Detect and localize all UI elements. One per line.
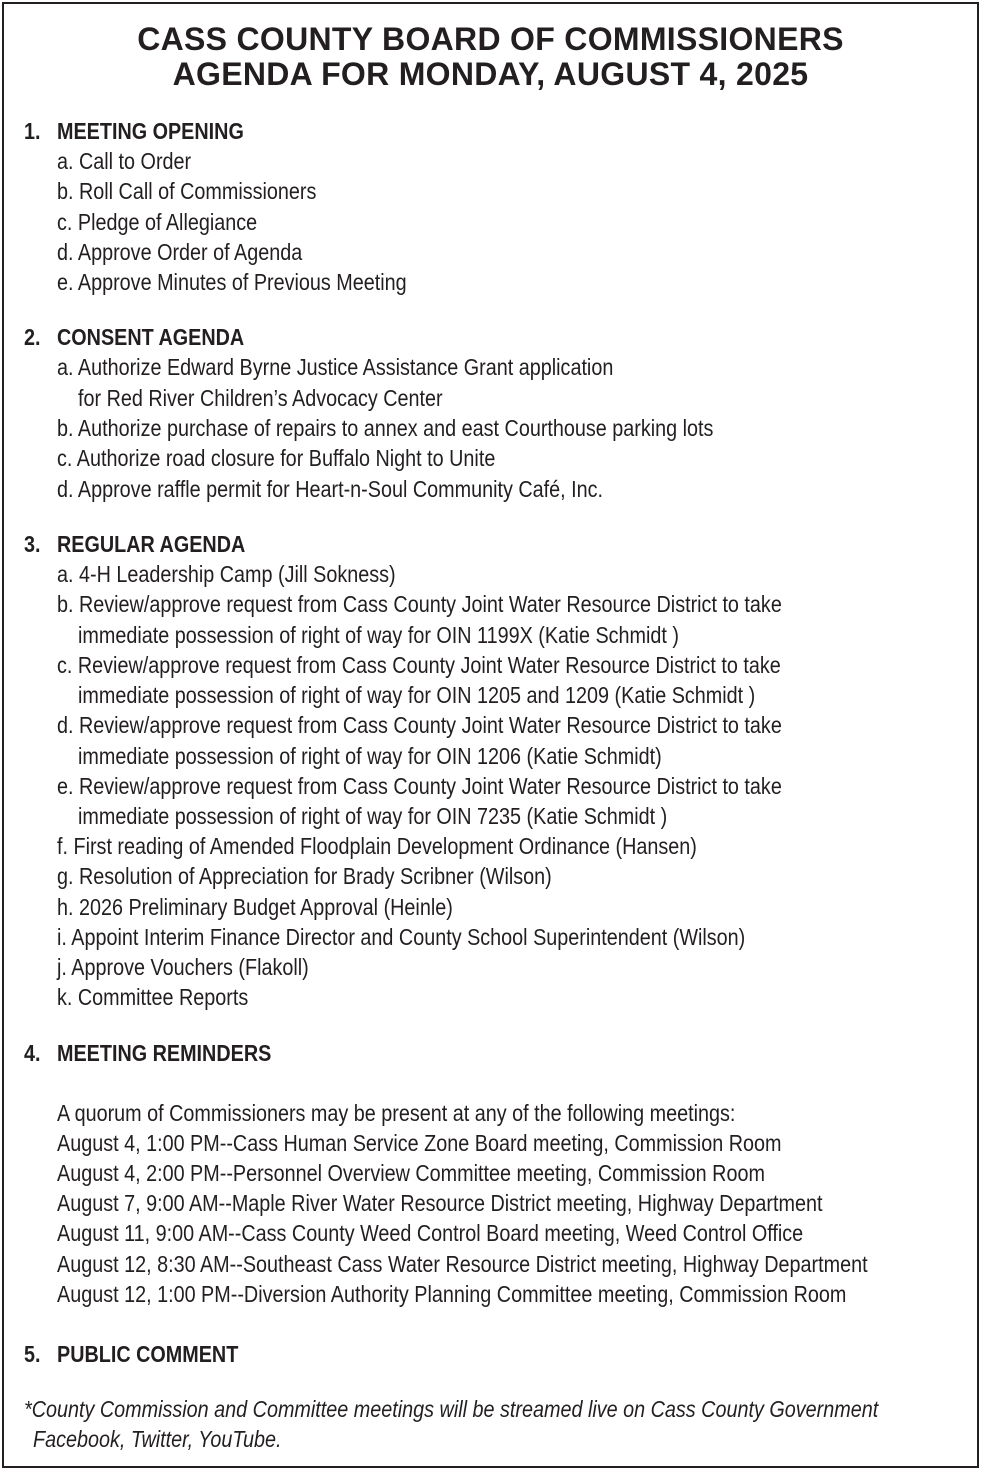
agenda-item: a. Call to Order	[57, 148, 192, 174]
reminder-item: August 12, 1:00 PM--Diversion Authority Planning Committee meeting, Commission Room	[57, 1281, 847, 1307]
footnote-line2: Facebook, Twitter, YouTube.	[33, 1426, 282, 1452]
agenda-item: e. Approve Minutes of Previous Meeting	[57, 269, 407, 295]
agenda-item: b. Review/approve request from Cass County Joint Water Resource District to take	[57, 591, 782, 617]
agenda-item: d. Review/approve request from Cass County Joint Water Resource District to take	[57, 712, 782, 738]
agenda-item: d. Approve Order of Agenda	[57, 239, 303, 265]
agenda-item: b. Roll Call of Commissioners	[57, 178, 317, 204]
section-number: 4.	[24, 1040, 41, 1066]
reminder-item: August 7, 9:00 AM--Maple River Water Resource District meeting, Highway Department	[57, 1190, 823, 1216]
footnote-line1: *County Commission and Committee meetings will be streamed live on Cass County Government	[24, 1396, 879, 1422]
section-number: 1.	[24, 118, 41, 144]
agenda-item: a. 4-H Leadership Camp (Jill Sokness)	[57, 561, 396, 587]
agenda-item: d. Approve raffle permit for Heart-n-Soul Community Café, Inc.	[57, 476, 604, 502]
page-title-line2: AGENDA FOR MONDAY, AUGUST 4, 2025	[172, 56, 809, 92]
section-heading: CONSENT AGENDA	[57, 324, 245, 350]
section-heading: PUBLIC COMMENT	[57, 1341, 239, 1367]
agenda-item: b. Authorize purchase of repairs to annex and east Courthouse parking lots	[57, 415, 714, 441]
section-number: 3.	[24, 531, 41, 557]
agenda-item: c. Authorize road closure for Buffalo Night to Unite	[57, 445, 496, 471]
agenda-item: a. Authorize Edward Byrne Justice Assistance Grant application	[57, 354, 614, 380]
agenda-item: c. Review/approve request from Cass County Joint Water Resource District to take	[57, 652, 781, 678]
reminder-item: August 12, 8:30 AM--Southeast Cass Water Resource District meeting, Highway Department	[57, 1251, 868, 1277]
agenda-item-continuation: immediate possession of right of way for OIN 7235 (Katie Schmidt )	[78, 803, 668, 829]
agenda-item: j. Approve Vouchers (Flakoll)	[57, 954, 309, 980]
agenda-item: c. Pledge of Allegiance	[57, 209, 258, 235]
agenda-item-continuation: immediate possession of right of way for OIN 1205 and 1209 (Katie Schmidt )	[78, 682, 756, 708]
page-title-line1: CASS COUNTY BOARD OF COMMISSIONERS	[137, 21, 844, 57]
section-heading: MEETING OPENING	[57, 118, 244, 144]
agenda-item: e. Review/approve request from Cass County Joint Water Resource District to take	[57, 773, 782, 799]
agenda-item: g. Resolution of Appreciation for Brady Scribner (Wilson)	[57, 863, 552, 889]
agenda-item: k. Committee Reports	[57, 984, 249, 1010]
reminder-item: August 4, 1:00 PM--Cass Human Service Zone Board meeting, Commission Room	[57, 1130, 782, 1156]
section-heading: REGULAR AGENDA	[57, 531, 246, 557]
reminder-item: August 4, 2:00 PM--Personnel Overview Committee meeting, Commission Room	[57, 1160, 765, 1186]
agenda-item: h. 2026 Preliminary Budget Approval (Heinle)	[57, 894, 453, 920]
agenda-item: i. Appoint Interim Finance Director and County School Superintendent (Wilson)	[57, 924, 746, 950]
agenda-item-continuation: immediate possession of right of way for OIN 1199X (Katie Schmidt )	[78, 622, 679, 648]
reminder-item: August 11, 9:00 AM--Cass County Weed Control Board meeting, Weed Control Office	[57, 1220, 804, 1246]
section-number: 5.	[24, 1341, 41, 1367]
agenda-item-continuation: for Red River Children’s Advocacy Center	[78, 385, 443, 411]
section-number: 2.	[24, 324, 41, 350]
section-heading: MEETING REMINDERS	[57, 1040, 272, 1066]
agenda-item-continuation: immediate possession of right of way for OIN 1206 (Katie Schmidt)	[78, 743, 662, 769]
reminder-intro: A quorum of Commissioners may be present at any of the following meetings:	[57, 1100, 736, 1126]
agenda-item: f. First reading of Amended Floodplain Development Ordinance (Hansen)	[57, 833, 697, 859]
